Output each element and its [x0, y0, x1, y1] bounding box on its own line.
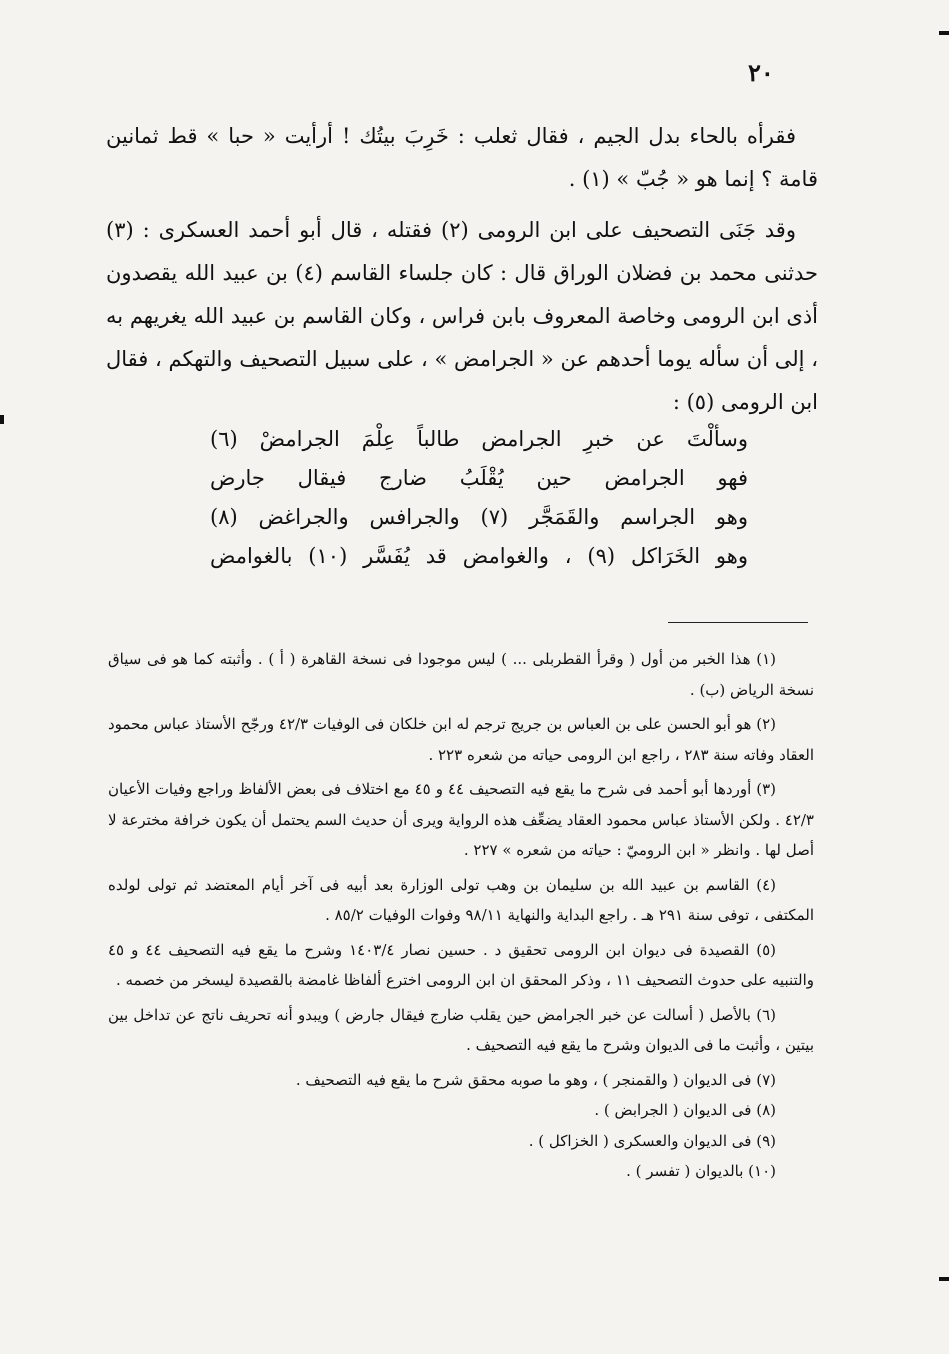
main-text — [106, 115, 818, 424]
poem-line: وسألْتَ عن خبرِ الجرامض طالباً عِلْمَ الجرامضْ (٦) — [210, 427, 748, 451]
footnote-8: (٨) فى الديوان ( الجرابض ) . — [594, 1101, 776, 1119]
footnote-5: (٥) القصيدة فى ديوان ابن الرومى تحقيق د . حسين نصار ١٤٠٣/٤ وشرح ما يقع فيه التصحيف ٤٤ و ٤٥ والتنبيه على حدوث التصحيف ١١ ، وذكر المحقق ان ابن الرومى اخترع ألفاظا غامضة بالقصيدة ليسخر من خصمه . — [108, 940, 814, 989]
margin-mark-left — [0, 415, 4, 424]
footnote-4: (٤) القاسم بن عبيد الله بن سليمان بن وهب تولى الوزارة بعد أبيه فى آخر أيام المعتضد ثم تولى لولده المكتفى ، توفى سنة ٢٩١ هـ . راجع البداية والنهاية ٩٨/١١ وفوات الوفيات ٨٥/٢ . — [108, 875, 814, 924]
paragraph-1: فقرأه بالحاء بدل الجيم ، فقال ثعلب : خَرِبَ بيتُك ! أرأيت « حبا » قط ثمانين قامة ؟ إنما هو « جُبّ » (١) . — [106, 124, 818, 191]
footnote-separator — [668, 622, 808, 623]
footnote-9: (٩) فى الديوان والعسكرى ( الخزاكل ) . — [528, 1131, 776, 1150]
footnote-3: (٣) أوردها أبو أحمد فى شرح ما يقع فيه التصحيف ٤٤ و ٤٥ مع اختلاف فى بعض الألفاظ وراجع وفيات الأعيان ٤٢/٣ . ولكن الأستاذ عباس محمود العقاد يضعِّف هذه الرواية ويرى أن حديث السم يحتمل أن يكون خرافة مخترعة لا أصل لها . وانظر « ابن الروميّ : حياته من شعره » ٢٢٧ . — [108, 780, 814, 859]
poem — [210, 420, 748, 576]
poem-line: وهو الجراسم والقَمَجَّر (٧) والجرافس والجراغض (٨) — [210, 505, 748, 529]
margin-mark-bottom — [939, 1277, 949, 1281]
footnote-1: (١) هذا الخبر من أول ( وقرأ القطربلى ... ) ليس موجودا فى نسخة القاهرة ( أ ) . وأثبته كما هو فى سياق نسخة الرياض (ب) . — [108, 650, 814, 699]
paragraph-2: وقد جَنَى التصحيف على ابن الرومى (٢) فقتله ، قال أبو أحمد العسكرى : (٣) حدثنى محمد بن فضلان الوراق قال : كان جلساء القاسم (٤) بن عبيد الله يقصدون أذى ابن الرومى وخاصة المعروف بابن فراس ، وكان القاسم بن عبيد الله يغريهم به ، إلى أن سأله يوما أحدهم عن « الجرامض » ، على سبيل التصحيف والتهكم ، فقال ابن الرومى (٥) : — [106, 218, 818, 414]
poem-line: فهو الجرامض حين يُقْلَبُ ضارج فيقال جارض — [210, 466, 748, 490]
footnote-10: (١٠) بالديوان ( تفسر ) . — [626, 1162, 776, 1180]
footnotes — [108, 644, 814, 1187]
page-number: ٢٠ — [748, 58, 774, 87]
margin-mark-top — [939, 31, 949, 35]
footnote-6: (٦) بالأصل ( أسالت عن خبر الجرامض حين يقلب ضارج فيقال جارض ) ويبدو أنه تحريف ناتج عن تداخل بين بيتين ، وأثبت ما فى الديوان وشرح ما يقع فيه التصحيف . — [108, 1005, 814, 1054]
poem-line: وهو الخَرَاكل (٩) ، والغوامض قد يُفَسَّر (١٠) بالغوامض — [210, 544, 748, 568]
footnote-7: (٧) فى الديوان ( والقمنجر ) ، وهو ما صوبه محقق شرح ما يقع فيه التصحيف . — [295, 1070, 776, 1089]
footnote-2: (٢) هو أبو الحسن على بن العباس بن جريج ترجم له ابن خلكان فى الوفيات ٤٢/٣ ورجّح الأستاذ عباس محمود العقاد وفاته سنة ٢٨٣ ، راجع ابن الرومى حياته من شعره ٢٢٣ . — [108, 715, 814, 764]
